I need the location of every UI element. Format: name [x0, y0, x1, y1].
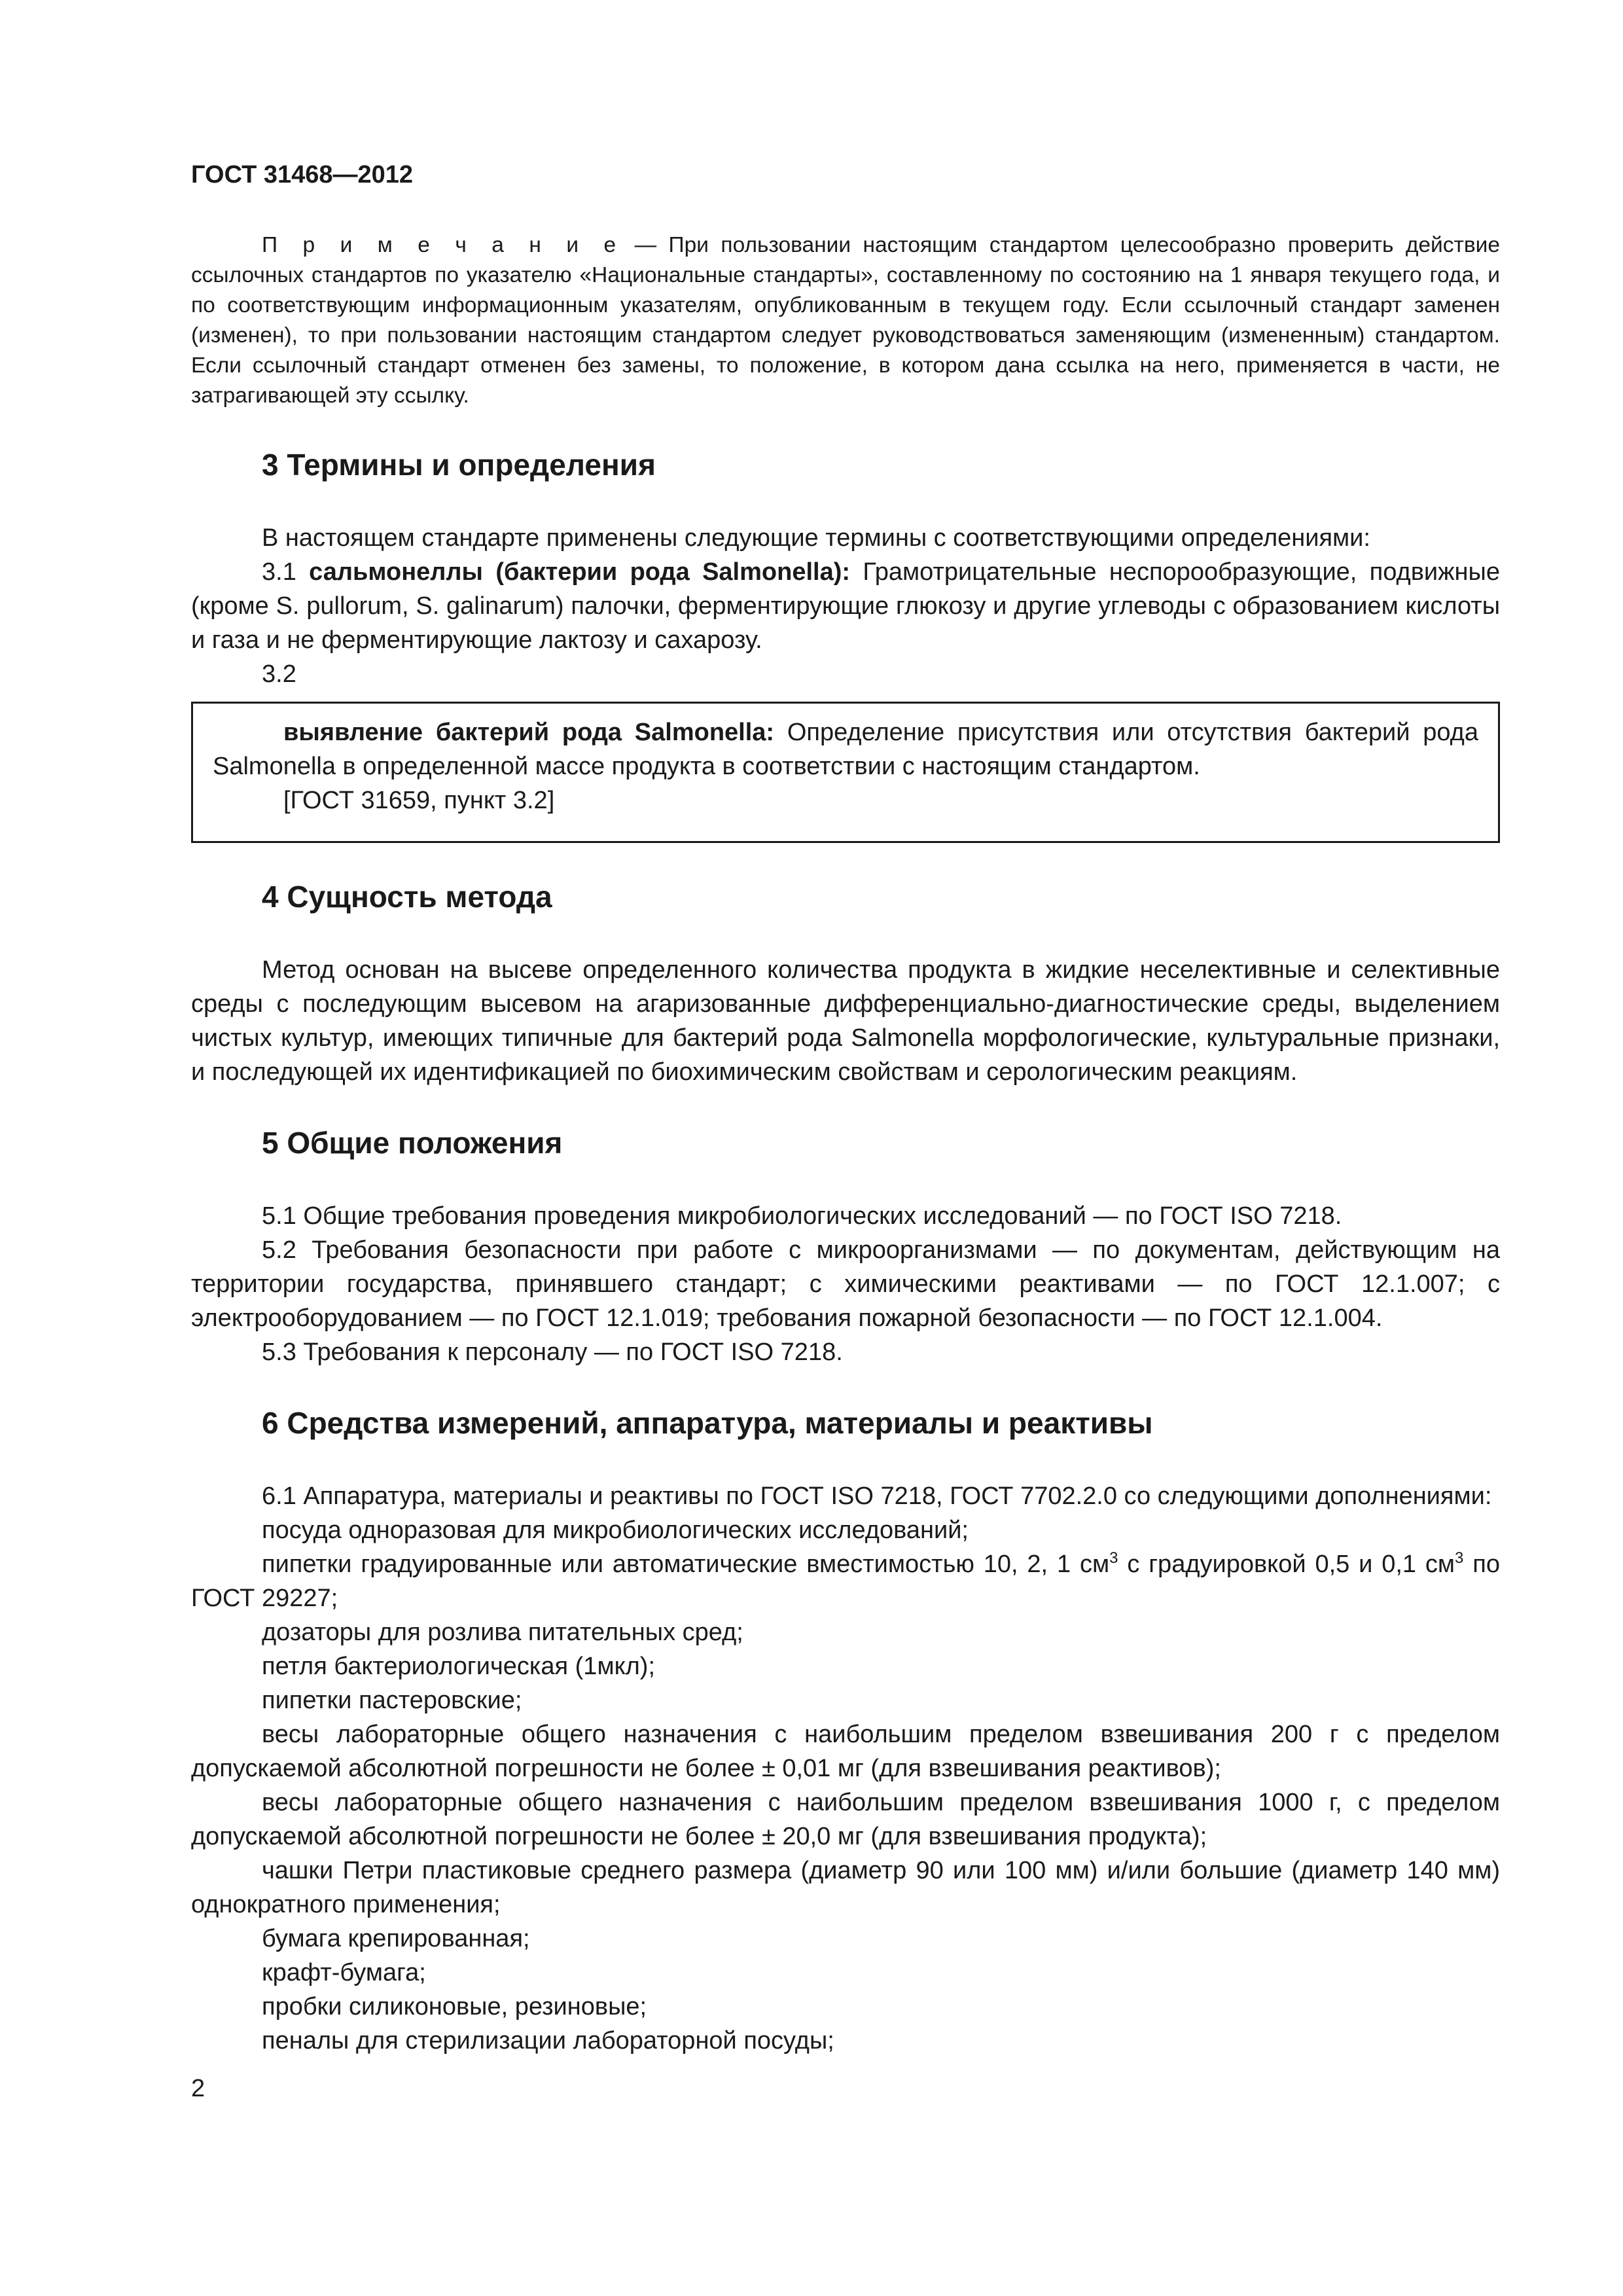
list-item: петля бактериологическая (1мкл); [262, 1653, 656, 1680]
reference-note [191, 230, 1500, 411]
term-3-1-term: сальмонеллы (бактерии рода Salmonella): [309, 558, 851, 586]
term-3-2-number: 3.2 [262, 660, 296, 688]
note-text: — При пользовании настоящим стандартом целесообразно проверить действие ссылочных стандартов по указателю «Национальные стандарты», составленному по состоянию на 1 января текущего года, и по соответствующим информационным указателям, опубликованным в текущем году. Если ссылочный стандарт заменен (изменен), то при пользовании настоящим стандартом следует руководствоваться заменяющим (измененным) стандартом. Если ссылочный стандарт отменен без замены, то положение, в котором дана ссылка на него, применяется в части, не затрагивающей эту ссылку. [191, 233, 1501, 408]
term-3-1-number: 3.1 [262, 558, 310, 586]
note-label: П р и м е ч а н и е [262, 233, 623, 257]
list-item: крафт-бумага; [262, 1959, 426, 1986]
list-item: дозаторы для розлива питательных сред; [262, 1619, 743, 1646]
section-5-1: 5.1 Общие требования проведения микробиологических исследований — по ГОСТ ISO 7218. [262, 1202, 1342, 1230]
term-3-2 [213, 715, 1478, 783]
section-3-intro: В настоящем стандарте применены следующие термины с соответствующими определениями: [262, 524, 1370, 552]
list-item: пеналы для стерилизации лабораторной посуды; [262, 2027, 834, 2054]
list-item: бумага крепированная; [262, 1925, 530, 1952]
list-item: посуда одноразовая для микробиологических исследований; [262, 1516, 969, 1544]
document-code: ГОСТ 31468—2012 [191, 161, 414, 188]
section-3-title: 3 Термины и определения [262, 448, 656, 482]
section-6-title: 6 Средства измерений, аппаратура, материалы и реактивы [262, 1406, 1153, 1440]
document-body [191, 230, 1500, 2058]
list-item: весы лабораторные общего назначения с наибольшим пределом взвешивания 1000 г, с пределом допускаемой абсолютной погрешности не более ± 20,0 мг (для взвешивания продукта); [191, 1789, 1500, 1850]
section-6-1: 6.1 Аппаратура, материалы и реактивы по ГОСТ ISO 7218, ГОСТ 7702.2.0 со следующими дополнениями: [262, 1482, 1492, 1510]
definition-box [191, 702, 1500, 843]
term-3-1 [191, 555, 1500, 657]
term-3-2-definition: Определение присутствия или отсутствия бактерий рода Salmonella в определенной массе продукта в соответствии с настоящим стандартом. [213, 719, 1478, 780]
list-item: весы лабораторные общего назначения с наибольшим пределом взвешивания 200 г с пределом допускаемой абсолютной погрешности не более ± 0,01 мг (для взвешивания реактивов); [191, 1721, 1500, 1782]
list-item: пипетки пастеровские; [262, 1687, 522, 1714]
page-number: 2 [191, 2075, 205, 2102]
section-5-2: 5.2 Требования безопасности при работе с микроорганизмами — по документам, действующим на территории государства, принявшего стандарт; с химическими реактивами — по ГОСТ 12.1.007; с электрооборудованием — по ГОСТ 12.1.019; требования пожарной безопасности — по ГОСТ 12.1.004. [191, 1236, 1500, 1332]
section-5-3: 5.3 Требования к персоналу — по ГОСТ ISO 7218. [262, 1338, 843, 1366]
term-3-2-term: выявление бактерий рода Salmonella: [283, 719, 775, 746]
section-4-title: 4 Сущность метода [262, 880, 552, 914]
term-3-1-definition: Грамотрицательные неспорообразующие, подвижные (кроме S. pullorum, S. galinarum) палочки, ферментирующие глюкозу и другие углеводы с образованием кислоты и газа и не ферментирующие лактозу и сахарозу. [191, 558, 1500, 654]
list-item: пробки силиконовые, резиновые; [262, 1993, 647, 2020]
term-3-2-reference: [ГОСТ 31659, пункт 3.2] [283, 787, 555, 814]
section-4-text: Метод основан на высеве определенного количества продукта в жидкие неселективные и селективные среды с последующим высевом на агаризованные дифференциально-диагностические среды, выделением чистых культур, имеющих типичные для бактерий рода Salmonella морфологические, культуральные признаки, и последующей их идентификацией по биохимическим свойствам и серологическим реакциям. [191, 956, 1500, 1086]
list-item: чашки Петри пластиковые среднего размера (диаметр 90 или 100 мм) и/или большие (диаметр 140 мм) однократного применения; [191, 1857, 1500, 1918]
section-5-title: 5 Общие положения [262, 1126, 563, 1160]
list-item: пипетки градуированные или автоматические вместимостью 10, 2, 1 $см^3$ с градуировкой 0,5 и 0,1 $см^3$ по ГОСТ 29227; [191, 1549, 1500, 1612]
